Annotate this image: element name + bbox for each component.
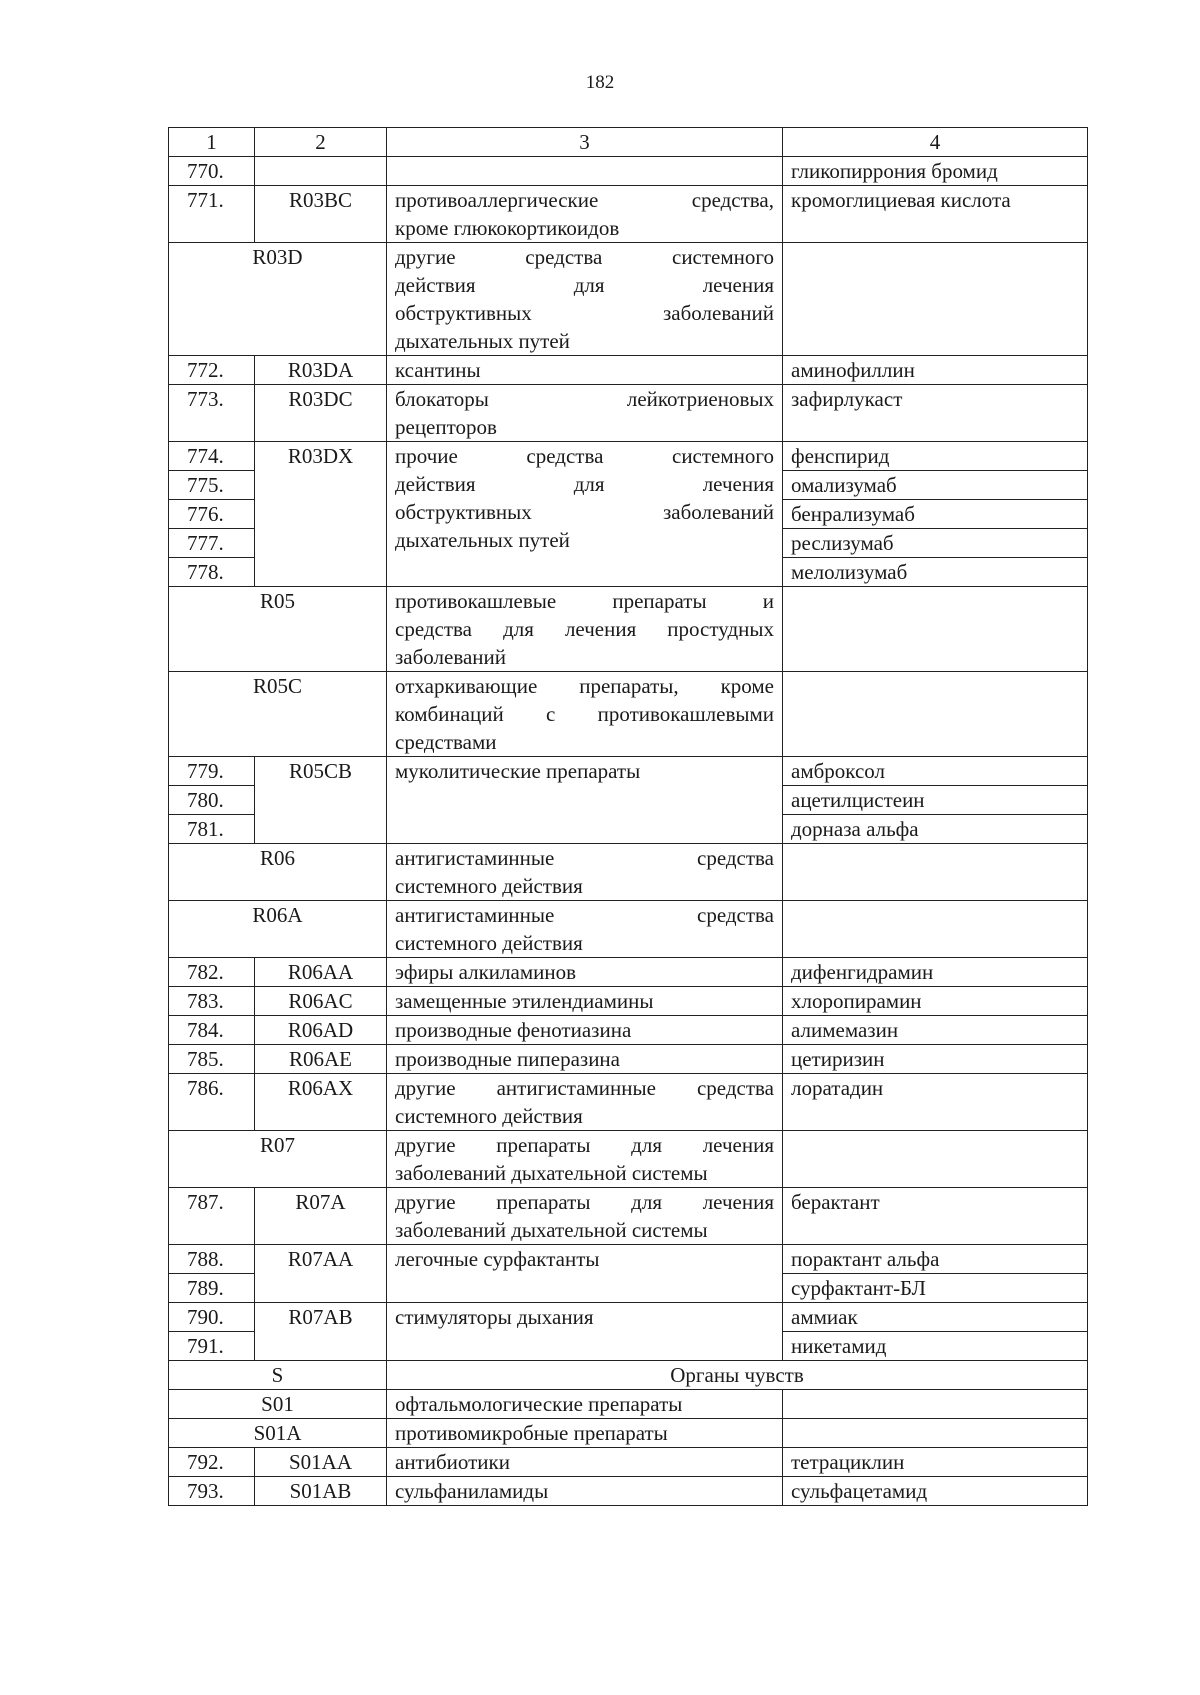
row-number: 774. <box>169 442 255 471</box>
description-line: заболеваний дыхательной системы <box>395 1161 708 1185</box>
row-number: 773. <box>169 385 255 442</box>
atc-code: R06AC <box>255 987 387 1016</box>
atc-code: R05 <box>169 587 387 672</box>
page-number: 182 <box>585 72 615 93</box>
row-number: 788. <box>169 1245 255 1274</box>
header-cell: 3 <box>387 128 783 157</box>
group-description <box>387 1074 783 1131</box>
row-number: 781. <box>169 815 255 844</box>
drug-name <box>783 844 1088 901</box>
drug-name: ацетилцистеин <box>783 786 1088 815</box>
table-row <box>169 1188 1088 1245</box>
description-line: системного действия <box>395 931 583 955</box>
atc-code: R03D <box>169 243 387 356</box>
group-description <box>387 186 783 243</box>
group-row <box>169 587 1088 672</box>
description-line: средствами <box>395 730 497 754</box>
description-line: другие антигистаминные средства <box>395 1076 774 1100</box>
group-description: эфиры алкиламинов <box>387 958 783 987</box>
row-number: 789. <box>169 1274 255 1303</box>
description-line: другие препараты для лечения <box>395 1190 774 1214</box>
description-line: средства для лечения простудных <box>395 617 774 641</box>
description-line: заболеваний <box>395 645 506 669</box>
group-description <box>387 672 783 757</box>
atc-code: R07 <box>169 1131 387 1188</box>
drug-name <box>783 1419 1088 1448</box>
drug-name: никетамид <box>783 1332 1088 1361</box>
atc-code: R06AE <box>255 1045 387 1074</box>
group-description <box>387 442 783 587</box>
drug-name: цетиризин <box>783 1045 1088 1074</box>
description-line: отхаркивающие препараты, кроме <box>395 674 774 698</box>
row-number: 778. <box>169 558 255 587</box>
row-number: 784. <box>169 1016 255 1045</box>
row-number: 782. <box>169 958 255 987</box>
row-number: 783. <box>169 987 255 1016</box>
drug-name: хлоропирамин <box>783 987 1088 1016</box>
drug-name: реслизумаб <box>783 529 1088 558</box>
description-line: действия для лечения <box>395 472 774 496</box>
atc-code: R06AX <box>255 1074 387 1131</box>
header-cell: 2 <box>255 128 387 157</box>
drug-name: аминофиллин <box>783 356 1088 385</box>
description-line: другие средства системного <box>395 245 774 269</box>
header-cell: 1 <box>169 128 255 157</box>
table-row <box>169 1448 1088 1477</box>
drug-name: алимемазин <box>783 1016 1088 1045</box>
row-number: 772. <box>169 356 255 385</box>
description-line: блокаторы лейкотриеновых <box>395 387 774 411</box>
description-line: системного действия <box>395 1104 583 1128</box>
atc-code: R03DC <box>255 385 387 442</box>
table-header-row <box>169 128 1088 157</box>
drug-name: порактант альфа <box>783 1245 1088 1274</box>
table-row <box>169 157 1088 186</box>
atc-code: R03BC <box>255 186 387 243</box>
atc-code: R07AA <box>255 1245 387 1303</box>
drug-name: кромоглициевая кислота <box>783 186 1088 243</box>
drug-name: гликопиррония бромид <box>783 157 1088 186</box>
description-line: рецепторов <box>395 415 497 439</box>
table-row <box>169 1074 1088 1131</box>
group-row <box>169 1390 1088 1419</box>
description-line: противокашлевые препараты и <box>395 589 774 613</box>
group-description: противомикробные препараты <box>387 1419 783 1448</box>
drug-name: дорназа альфа <box>783 815 1088 844</box>
group-description: антибиотики <box>387 1448 783 1477</box>
description-line: обструктивных заболеваний <box>395 301 774 325</box>
description-line: прочие средства системного <box>395 444 774 468</box>
group-description <box>387 901 783 958</box>
description-line: антигистаминные средства <box>395 846 774 870</box>
atc-code: S <box>169 1361 387 1390</box>
section-row <box>169 1361 1088 1390</box>
atc-code <box>255 157 387 186</box>
drug-name <box>783 587 1088 672</box>
group-row <box>169 672 1088 757</box>
description-line: другие препараты для лечения <box>395 1133 774 1157</box>
group-description <box>387 1188 783 1245</box>
atc-code: R07A <box>255 1188 387 1245</box>
row-number: 775. <box>169 471 255 500</box>
description-line: действия для лечения <box>395 273 774 297</box>
table-row <box>169 1245 1088 1274</box>
atc-code: R05C <box>169 672 387 757</box>
drug-name: бенрализумаб <box>783 500 1088 529</box>
description-line: дыхательных путей <box>395 528 570 552</box>
group-description: ксантины <box>387 356 783 385</box>
drug-name: аммиак <box>783 1303 1088 1332</box>
table-row <box>169 385 1088 442</box>
drug-name <box>783 1131 1088 1188</box>
group-description: производные пиперазина <box>387 1045 783 1074</box>
header-cell: 4 <box>783 128 1088 157</box>
drug-name: мелолизумаб <box>783 558 1088 587</box>
drug-name: зафирлукаст <box>783 385 1088 442</box>
table-row <box>169 186 1088 243</box>
group-description <box>387 587 783 672</box>
atc-code: R03DA <box>255 356 387 385</box>
atc-code: S01AB <box>255 1477 387 1506</box>
drug-name: сульфацетамид <box>783 1477 1088 1506</box>
table-row <box>169 1016 1088 1045</box>
atc-code: R05CB <box>255 757 387 844</box>
group-row <box>169 243 1088 356</box>
table-row <box>169 356 1088 385</box>
drug-name <box>783 901 1088 958</box>
row-number: 770. <box>169 157 255 186</box>
group-description: муколитические препараты <box>387 757 783 844</box>
description-line: кроме глюкокортикоидов <box>395 216 620 240</box>
group-description: производные фенотиазина <box>387 1016 783 1045</box>
group-row <box>169 901 1088 958</box>
table-row <box>169 442 1088 471</box>
table-row <box>169 958 1088 987</box>
atc-code: S01 <box>169 1390 387 1419</box>
table-row <box>169 987 1088 1016</box>
group-row <box>169 844 1088 901</box>
row-number: 779. <box>169 757 255 786</box>
group-description <box>387 243 783 356</box>
group-description <box>387 157 783 186</box>
atc-code: R03DX <box>255 442 387 587</box>
atc-code: R06A <box>169 901 387 958</box>
row-number: 786. <box>169 1074 255 1131</box>
drug-name: тетрациклин <box>783 1448 1088 1477</box>
drug-name <box>783 1390 1088 1419</box>
table-row <box>169 1045 1088 1074</box>
table-row <box>169 757 1088 786</box>
description-line: системного действия <box>395 874 583 898</box>
description-line: противоаллергические средства, <box>395 188 774 212</box>
row-number: 780. <box>169 786 255 815</box>
group-description: замещенные этилендиамины <box>387 987 783 1016</box>
group-description <box>387 385 783 442</box>
drug-table <box>168 127 1088 1506</box>
atc-code: S01A <box>169 1419 387 1448</box>
description-line: заболеваний дыхательной системы <box>395 1218 708 1242</box>
drug-name: сурфактант-БЛ <box>783 1274 1088 1303</box>
row-number: 776. <box>169 500 255 529</box>
table-row <box>169 1477 1088 1506</box>
atc-code: R06AD <box>255 1016 387 1045</box>
row-number: 793. <box>169 1477 255 1506</box>
group-description: стимуляторы дыхания <box>387 1303 783 1361</box>
section-title: Органы чувств <box>387 1361 1088 1390</box>
group-description: офтальмологические препараты <box>387 1390 783 1419</box>
drug-name: фенспирид <box>783 442 1088 471</box>
group-row <box>169 1131 1088 1188</box>
group-description: легочные сурфактанты <box>387 1245 783 1303</box>
row-number: 792. <box>169 1448 255 1477</box>
row-number: 787. <box>169 1188 255 1245</box>
row-number: 791. <box>169 1332 255 1361</box>
drug-name <box>783 243 1088 356</box>
row-number: 785. <box>169 1045 255 1074</box>
table-row <box>169 1303 1088 1332</box>
atc-code: S01AA <box>255 1448 387 1477</box>
group-row <box>169 1419 1088 1448</box>
description-line: антигистаминные средства <box>395 903 774 927</box>
group-description <box>387 1131 783 1188</box>
row-number: 771. <box>169 186 255 243</box>
row-number: 777. <box>169 529 255 558</box>
drug-name: омализумаб <box>783 471 1088 500</box>
drug-name: дифенгидрамин <box>783 958 1088 987</box>
group-description: сульфаниламиды <box>387 1477 783 1506</box>
description-line: комбинаций с противокашлевыми <box>395 702 774 726</box>
drug-name: берактант <box>783 1188 1088 1245</box>
drug-name: лоратадин <box>783 1074 1088 1131</box>
description-line: дыхательных путей <box>395 329 570 353</box>
row-number: 790. <box>169 1303 255 1332</box>
group-description <box>387 844 783 901</box>
atc-code: R06AA <box>255 958 387 987</box>
drug-name <box>783 672 1088 757</box>
description-line: обструктивных заболеваний <box>395 500 774 524</box>
drug-name: амброксол <box>783 757 1088 786</box>
atc-code: R06 <box>169 844 387 901</box>
atc-code: R07AB <box>255 1303 387 1361</box>
